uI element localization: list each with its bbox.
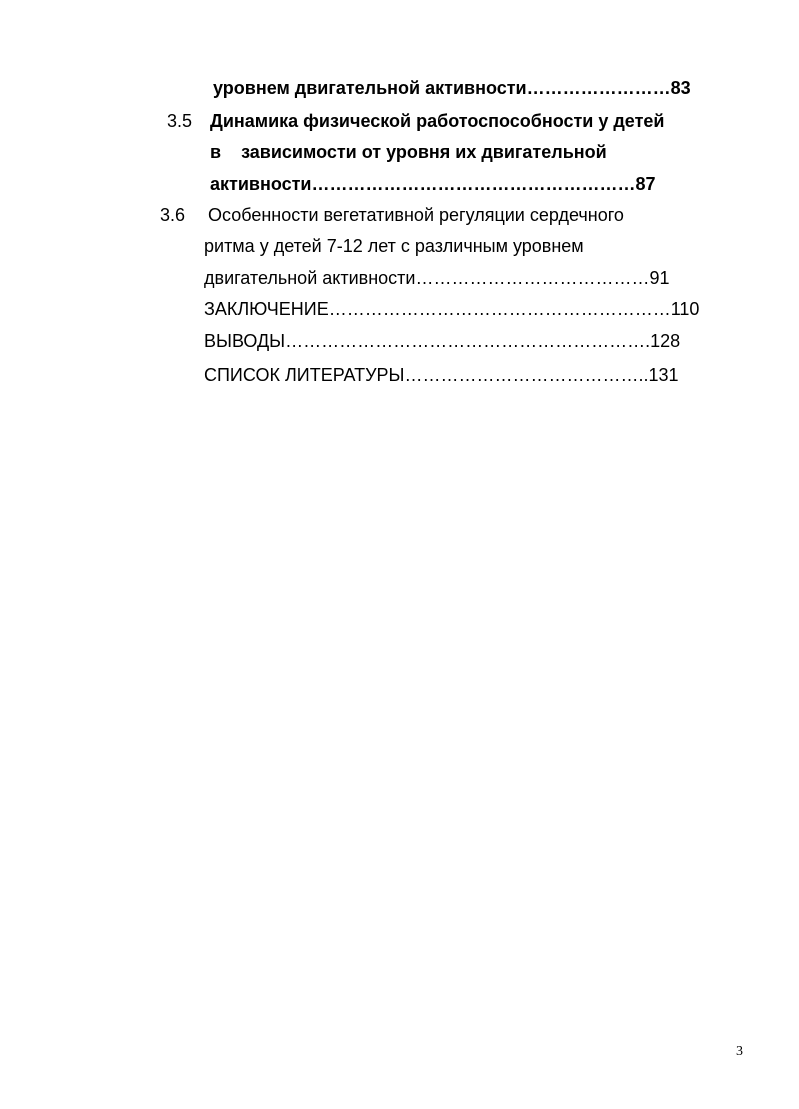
toc-conclusion: ЗАКЛЮЧЕНИЕ…………………………………………………110: [204, 299, 700, 319]
toc-references: СПИСОК ЛИТЕРАТУРЫ…………………………………..131: [204, 365, 679, 385]
toc-item-3-6-number: 3.6: [160, 205, 186, 225]
page-number: 3: [736, 1044, 743, 1059]
toc-item-3-5-line2: в зависимости от уровня их двигательной: [210, 142, 607, 162]
toc-item-3-5-number: 3.5: [167, 111, 193, 131]
toc-item-3-5-line1: Динамика физической работоспособности у детей: [210, 111, 665, 131]
toc-item-3-5-line3: активности………………………………………………87: [210, 174, 656, 194]
toc-continuation-line: уровнем двигательной активности……………………83: [213, 78, 691, 98]
toc-findings: ВЫВОДЫ…………………………………………………….128: [204, 331, 681, 351]
toc-item-3-6-line3: двигательной активности…………………………………91: [204, 268, 670, 288]
toc-item-3-6-line1: Особенности вегетативной регуляции сердечного: [208, 205, 624, 225]
toc-item-3-6-line2: ритма у детей 7-12 лет с различным уровнем: [204, 236, 584, 256]
